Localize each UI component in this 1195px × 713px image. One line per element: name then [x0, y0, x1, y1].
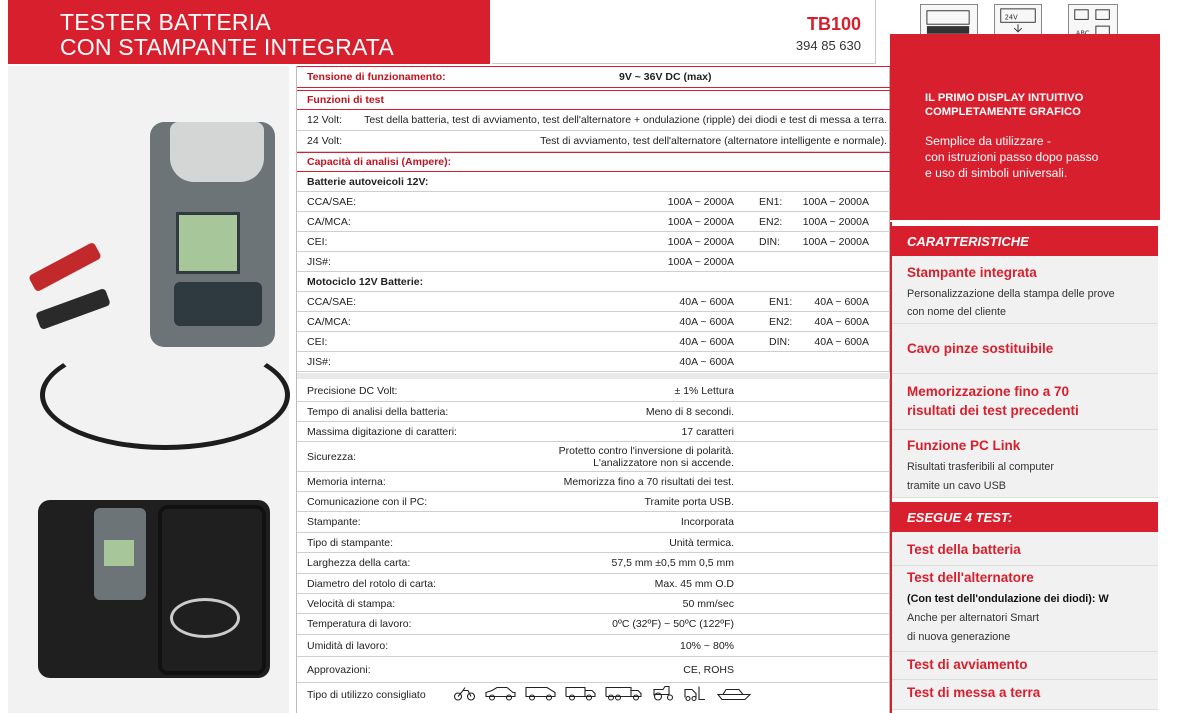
- spec-table: [296, 66, 890, 713]
- spec-label: 24 Volt:: [307, 135, 343, 147]
- spec-value: Tramite porta USB.: [644, 495, 734, 508]
- title-line-1: TESTER BATTERIA: [60, 9, 271, 35]
- spec-label: CCA/SAE:: [307, 295, 357, 308]
- spec-value: ± 1% Lettura: [674, 384, 734, 397]
- feature-item: [892, 430, 1158, 498]
- feature-subtext-2: tramite un cavo USB: [907, 480, 1007, 492]
- spec-value: CE, ROHS: [683, 663, 734, 676]
- case-lid-image: [158, 505, 266, 675]
- spec-label: Massima digitazione di caratteri:: [307, 425, 457, 438]
- spec-label: Tipo di utilizzo consigliato: [307, 689, 426, 701]
- spec-label: Approvazioni:: [307, 663, 371, 676]
- spec-value: Test di avviamento, test dell'alternatore (alternatore intelligente e normale).: [540, 135, 887, 147]
- spec-value: 40A ~ 600A: [679, 335, 734, 348]
- table-row: [297, 492, 891, 512]
- table-row: [297, 683, 891, 707]
- spec-value: Meno di 8 secondi.: [645, 405, 734, 418]
- spec-label: Larghezza della carta:: [307, 557, 411, 569]
- spec-value: [559, 445, 734, 469]
- test-subtext-1: Anche per alternatori Smart: [907, 612, 1040, 624]
- spec-label: 12 Volt:: [307, 114, 343, 126]
- spec-label: CA/MCA:: [307, 215, 351, 228]
- product-title: [60, 10, 394, 60]
- feature-title-line-1: Memorizzazione fino a 70: [907, 384, 1070, 399]
- spec-label: Temperatura di lavoro:: [307, 618, 412, 630]
- table-row: [297, 422, 891, 442]
- test-title: Test dell'alternatore: [907, 570, 1034, 585]
- table-row: [297, 232, 891, 252]
- spec-label: CEI:: [307, 335, 328, 348]
- spec-value: 17 caratteri: [681, 425, 734, 438]
- spec-value: Incorporata: [680, 516, 734, 528]
- spec-row-voltage: [297, 66, 891, 88]
- feature-title-line-2: risultati dei test precedenti: [907, 403, 1079, 418]
- table-row: [297, 352, 891, 372]
- section-divider: [297, 373, 891, 379]
- model-box: [492, 0, 876, 64]
- table-row: [297, 657, 891, 683]
- table-row: [297, 553, 891, 574]
- spec-label: JIS#:: [307, 255, 331, 268]
- feature-subtext-2: con nome del cliente: [907, 306, 1007, 318]
- spec-label-2: EN2:: [769, 315, 793, 328]
- spec-section-test-functions: [297, 90, 891, 110]
- spec-label: CA/MCA:: [307, 315, 351, 328]
- spec-value: 100A ~ 2000A: [667, 215, 734, 228]
- cable-image: [40, 340, 290, 450]
- spec-label: Comunicazione con il PC:: [307, 495, 428, 508]
- spec-subheader-car: [297, 172, 891, 192]
- test-subtext-bold: (Con test dell'ondulazione dei diodi): W: [907, 593, 1109, 605]
- tests-header-label: ESEGUE 4 TEST:: [907, 510, 1013, 525]
- spec-value: Memorizza fino a 70 risultati dei test.: [563, 475, 734, 488]
- usage-icons: [453, 686, 773, 705]
- table-row: [297, 614, 891, 635]
- lorry-icon: [606, 688, 641, 701]
- table-row: [297, 380, 891, 402]
- feature-item: [892, 256, 1158, 324]
- test-title: Test di messa a terra: [907, 685, 1041, 700]
- subheader-label: Motociclo 12V Batterie:: [307, 275, 424, 288]
- spec-label: Precisione DC Volt:: [307, 384, 398, 397]
- spec-value: 100A ~ 2000A: [667, 255, 734, 268]
- feature-subtext-1: Personalizzazione della stampa delle prove: [907, 288, 1115, 300]
- section-label: Capacità di analisi (Ampere):: [307, 156, 452, 168]
- spec-value: 40A ~ 600A: [679, 295, 734, 308]
- svg-text:24V: 24V: [1004, 13, 1018, 22]
- table-row: [297, 192, 891, 212]
- spec-label: Diametro del rotolo di carta:: [307, 577, 436, 590]
- section-label: Funzioni di test: [307, 94, 384, 106]
- table-row: [297, 442, 891, 472]
- test-item: [892, 566, 1158, 652]
- spec-label-2: DIN:: [759, 235, 780, 248]
- spec-value: 57,5 mm ±0,5 mm 0,5 mm: [611, 557, 734, 569]
- model-code: 394 85 630: [795, 38, 861, 53]
- spec-value: Unità termica.: [669, 536, 734, 549]
- truck-icon: [566, 688, 595, 701]
- spec-label-2: EN1:: [769, 295, 793, 308]
- case-cable-image: [170, 598, 240, 638]
- test-subtext-2: di nuova generazione: [907, 631, 1011, 643]
- description-line-1: Semplice da utilizzare -: [925, 134, 1051, 148]
- table-row: [297, 533, 891, 553]
- display-feature-description: [925, 133, 1145, 181]
- spec-value: 40A ~ 600A: [679, 315, 734, 328]
- spec-value: 40A ~ 600A: [679, 355, 734, 368]
- spec-value-2: 40A ~ 600A: [814, 335, 869, 348]
- spec-row-12v: [297, 110, 891, 131]
- feature-title: Cavo pinze sostituibile: [907, 341, 1054, 356]
- test-item: [892, 532, 1158, 566]
- spec-value-line-2: L'analizzatore non si accende.: [593, 456, 734, 469]
- feature-item: [892, 374, 1158, 430]
- spec-value: 10% ~ 80%: [680, 639, 734, 652]
- spec-value: Test della batteria, test di avviamento, test dell'alternatore + ondulazione (ripple) dei diodi e test di messa a terra.: [364, 114, 887, 126]
- spec-label: Memoria interna:: [307, 475, 386, 488]
- spec-value: 50 mm/sec: [682, 597, 734, 610]
- subheader-label: Batterie autoveicoli 12V:: [307, 175, 429, 188]
- tractor-icon: [654, 687, 673, 701]
- spec-label: CEI:: [307, 235, 328, 248]
- test-title: Test della batteria: [907, 542, 1021, 557]
- spec-label: Umidità di lavoro:: [307, 639, 389, 652]
- spec-label: Sicurezza:: [307, 450, 357, 463]
- motorcycle-icon: [455, 688, 475, 701]
- spec-section-capacity: [297, 152, 891, 172]
- table-row: [297, 594, 891, 614]
- table-row: [297, 332, 891, 352]
- spec-subheader-moto: [297, 272, 891, 292]
- case-tester-display-image: [104, 540, 134, 566]
- tests-header: [892, 502, 1158, 532]
- spec-label-2: DIN:: [769, 335, 790, 348]
- spec-value-2: 40A ~ 600A: [814, 295, 869, 308]
- table-row: [297, 292, 891, 312]
- table-row: [297, 252, 891, 272]
- table-row: [297, 574, 891, 594]
- features-header-label: CARATTERISTICHE: [907, 234, 1029, 249]
- spec-label: Stampante:: [307, 516, 361, 528]
- spec-label: Velocità di stampa:: [307, 597, 396, 610]
- forklift-icon: [685, 687, 705, 701]
- printer-head-image: [170, 122, 264, 182]
- table-row: [297, 635, 891, 657]
- display-feature-title: IL PRIMO DISPLAY INTUITIVO COMPLETAMENTE GRAFICO: [925, 92, 1084, 118]
- spec-value-line-1: Protetto contro l'inversione di polarità.: [558, 444, 734, 457]
- feature-subtext-1: Risultati trasferibili al computer: [907, 461, 1055, 473]
- spec-label-2: EN1:: [759, 195, 783, 208]
- table-row: [297, 402, 891, 422]
- description-line-3: e uso di simboli universali.: [925, 166, 1068, 180]
- tester-keypad-image: [174, 282, 262, 326]
- tester-display-image: [176, 212, 240, 274]
- feature-item: [892, 324, 1158, 374]
- spec-label: Tempo di analisi della batteria:: [307, 405, 449, 418]
- table-row: [297, 312, 891, 332]
- feature-title: Stampante integrata: [907, 265, 1037, 280]
- display-feature-panel: [890, 34, 1160, 220]
- test-item: [892, 680, 1158, 710]
- spec-label: Tensione di funzionamento:: [307, 71, 446, 83]
- boat-icon: [718, 690, 750, 700]
- spec-value-2: 100A ~ 2000A: [802, 195, 869, 208]
- spec-value: 0ºC (32ºF) ~ 50ºC (122ºF): [612, 618, 734, 630]
- description-line-2: con istruzioni passo dopo passo: [925, 150, 1099, 164]
- spec-value-2: 40A ~ 600A: [814, 315, 869, 328]
- van-icon: [526, 688, 555, 701]
- features-header: [892, 226, 1158, 256]
- car-icon: [486, 688, 515, 701]
- spec-value-2: 100A ~ 2000A: [802, 235, 869, 248]
- spec-value: Max. 45 mm O.D: [654, 577, 734, 590]
- spec-label-2: EN2:: [759, 215, 783, 228]
- spec-value-2: 100A ~ 2000A: [802, 215, 869, 228]
- spec-row-24v: [297, 131, 891, 152]
- spec-value: 9V ~ 36V DC (max): [619, 71, 712, 83]
- test-item: [892, 652, 1158, 680]
- spec-value: 100A ~ 2000A: [667, 195, 734, 208]
- spec-label: JIS#:: [307, 355, 331, 368]
- table-row: [297, 512, 891, 533]
- test-title: Test di avviamento: [907, 657, 1028, 672]
- spec-value: 100A ~ 2000A: [667, 235, 734, 248]
- table-row: [297, 212, 891, 232]
- title-line-2: CON STAMPANTE INTEGRATA: [60, 34, 394, 60]
- table-row: [297, 472, 891, 492]
- model-name: TB100: [806, 14, 861, 34]
- spec-label: CCA/SAE:: [307, 195, 357, 208]
- spec-label: Tipo di stampante:: [307, 536, 393, 549]
- feature-title: Funzione PC Link: [907, 438, 1021, 453]
